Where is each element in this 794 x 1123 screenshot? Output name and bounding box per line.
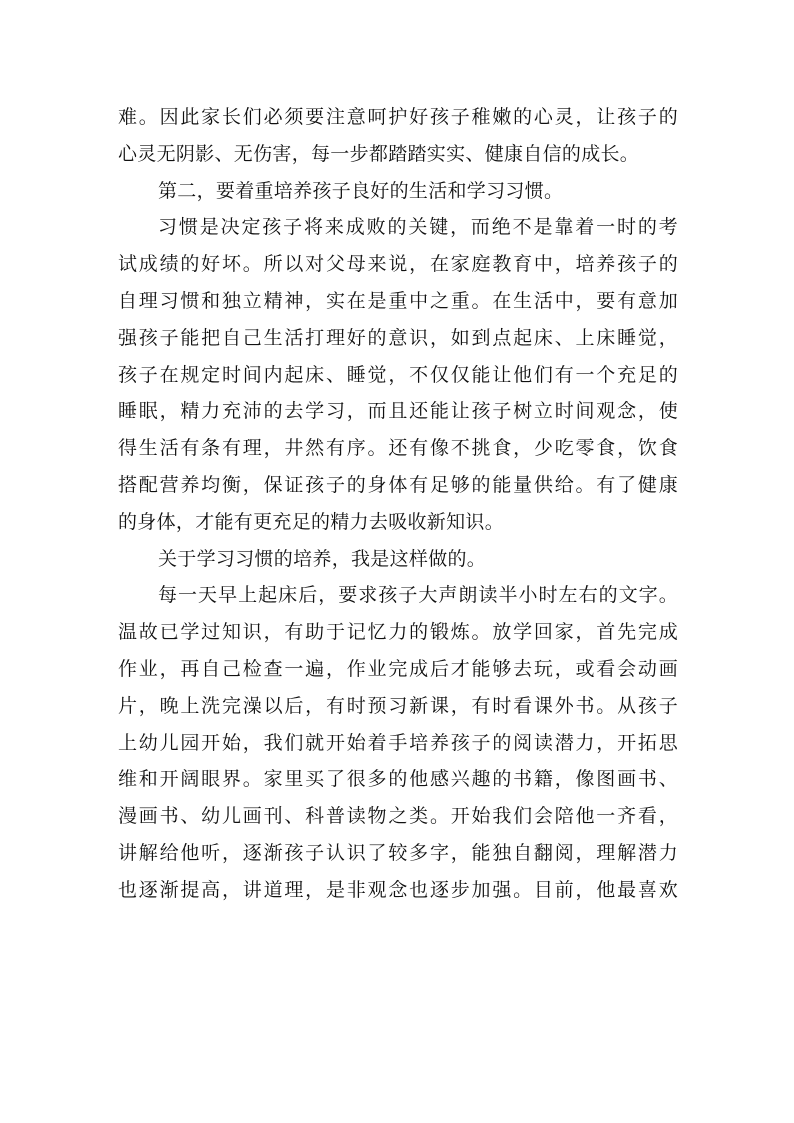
text-line: 强孩子能把自己生活打理好的意识，如到点起床、上床睡觉， xyxy=(118,326,678,349)
text-line: 得生活有条有理，井然有序。还有像不挑食，少吃零食，饮食 xyxy=(118,437,678,460)
text-line: 自理习惯和独立精神，实在是重中之重。在生活中，要有意加 xyxy=(118,289,678,312)
text-line: 关于学习习惯的培养，我是这样做的。 xyxy=(158,547,487,570)
text-line: 维和开阔眼界。家里买了很多的他感兴趣的书籍，像图画书、 xyxy=(118,768,678,791)
body-text xyxy=(118,99,678,909)
text-line: 也逐渐提高，讲道理，是非观念也逐步加强。目前，他最喜欢 xyxy=(118,878,678,901)
text-line: 第二，要着重培养孩子良好的生活和学习习惯。 xyxy=(158,179,564,202)
text-line: 每一天早上起床后，要求孩子大声朗读半小时左右的文字。 xyxy=(158,584,678,607)
text-line: 难。因此家长们必须要注意呵护好孩子稚嫩的心灵，让孩子的 xyxy=(118,106,678,128)
text-line: 上幼儿园开始，我们就开始着手培养孩子的阅读潜力，开拓思 xyxy=(118,731,678,754)
text-line: 温故已学过知识，有助于记忆力的锻炼。放学回家，首先完成 xyxy=(118,621,678,644)
text-line: 试成绩的好坏。所以对父母来说，在家庭教育中，培养孩子的 xyxy=(118,253,678,276)
text-line: 片，晚上洗完澡以后，有时预习新课，有时看课外书。从孩子 xyxy=(118,694,678,717)
text-line: 作业，再自己检查一遍，作业完成后才能够去玩，或看会动画 xyxy=(118,657,678,680)
text-line: 心灵无阴影、无伤害，每一步都踏踏实实、健康自信的成长。 xyxy=(118,142,640,165)
text-line: 睡眠，精力充沛的去学习，而且还能让孩子树立时间观念，使 xyxy=(118,400,678,423)
text-line: 漫画书、幼儿画刊、科普读物之类。开始我们会陪他一齐看， xyxy=(118,805,678,828)
text-line: 习惯是决定孩子将来成败的关键，而绝不是靠着一时的考 xyxy=(158,216,678,239)
text-line: 的身体，才能有更充足的精力去吸收新知识。 xyxy=(118,510,505,533)
text-line: 搭配营养均衡，保证孩子的身体有足够的能量供给。有了健康 xyxy=(118,473,678,496)
text-line: 讲解给他听，逐渐孩子认识了较多字，能独自翻阅，理解潜力 xyxy=(118,841,678,864)
text-line: 孩子在规定时间内起床、睡觉，不仅仅能让他们有一个充足的 xyxy=(118,363,678,386)
